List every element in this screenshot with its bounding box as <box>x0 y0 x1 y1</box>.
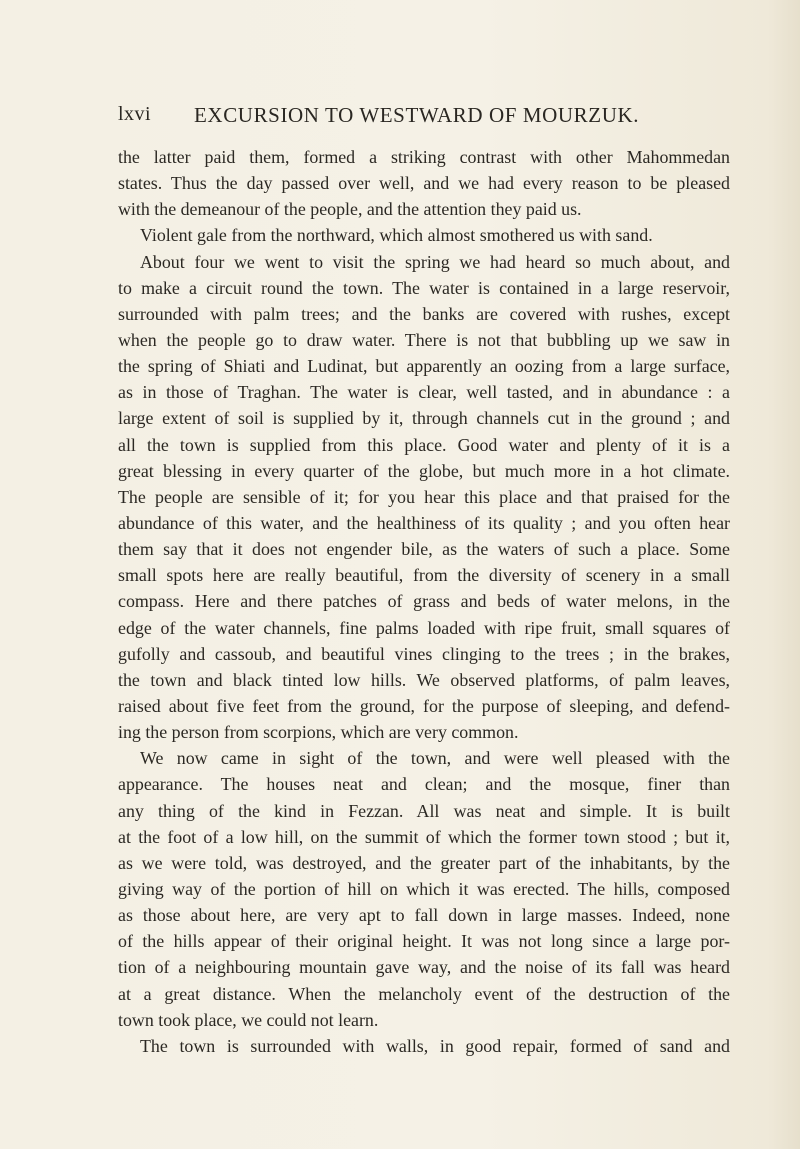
text-line: surrounded with palm trees; and the banks are covered with rushes, except <box>118 303 730 324</box>
text-line: compass. Here and there patches of grass and beds of water melons, in the <box>118 591 730 612</box>
text-line: edge of the water channels, fine palms loaded with ripe fruit, small squares of <box>118 617 730 638</box>
text-line: when the people go to draw water. There is not that bubbling up we saw in <box>118 329 730 350</box>
text-line: as in those of Traghan. The water is clear, well tasted, and in abundance : a <box>118 382 730 403</box>
text-line: all the town is supplied from this place. Good water and plenty of it is a <box>118 434 730 455</box>
page-header <box>118 103 730 133</box>
text-line: ing the person from scorpions, which are very common. <box>118 722 519 743</box>
text-line: states. Thus the day passed over well, and we had every reason to be pleased <box>118 173 730 194</box>
text-line: tion of a neighbouring mountain gave way, and the noise of its fall was heard <box>118 957 730 978</box>
text-line: gufolly and cassoub, and beautiful vines clinging to the trees ; in the brakes, <box>118 643 730 664</box>
text-line: them say that it does not engender bile, as the waters of such a place. Some <box>118 539 730 560</box>
text-line: to make a circuit round the town. The water is contained in a large reservoir, <box>118 277 730 298</box>
text-line: The people are sensible of it; for you hear this place and that praised for the <box>118 486 730 507</box>
text-line: small spots here are really beautiful, from the diversity of scenery in a small <box>118 565 730 586</box>
text-line: of the hills appear of their original height. It was not long since a large por- <box>118 931 730 952</box>
text-line: Violent gale from the northward, which almost smothered us with sand. <box>140 225 653 246</box>
text-line: giving way of the portion of hill on which it was erected. The hills, composed <box>118 878 730 899</box>
text-line: raised about five feet from the ground, for the purpose of sleeping, and defend- <box>118 695 730 716</box>
text-line: large extent of soil is supplied by it, through channels cut in the ground ; and <box>118 408 730 429</box>
body-text <box>118 144 730 1059</box>
text-line: the latter paid them, formed a striking contrast with other Mahommedan <box>118 147 730 167</box>
text-line: abundance of this water, and the healthiness of its quality ; and you often hear <box>118 512 730 533</box>
running-title: EXCURSION TO WESTWARD OF MOURZUK. <box>194 103 640 127</box>
text-line: as we were told, was destroyed, and the greater part of the inhabitants, by the <box>118 852 730 873</box>
page-number: lxvi <box>118 103 152 125</box>
text-line: as those about here, are very apt to fall down in large masses. Indeed, none <box>118 905 730 926</box>
text-line: appearance. The houses neat and clean; and the mosque, finer than <box>118 774 730 795</box>
text-line: About four we went to visit the spring we had heard so much about, and <box>140 251 730 272</box>
text-line: at the foot of a low hill, on the summit of which the former town stood ; but it, <box>118 826 730 847</box>
text-line: town took place, we could not learn. <box>118 1009 379 1030</box>
text-line: great blessing in every quarter of the globe, but much more in a hot climate. <box>118 460 730 481</box>
text-line: at a great distance. When the melancholy event of the destruction of the <box>118 983 730 1004</box>
text-line: with the demeanour of the people, and the attention they paid us. <box>118 199 582 220</box>
text-line: The town is surrounded with walls, in good repair, formed of sand and <box>140 1035 730 1056</box>
text-line: the town and black tinted low hills. We observed platforms, of palm leaves, <box>118 669 730 690</box>
text-line: the spring of Shiati and Ludinat, but apparently an oozing from a large surface, <box>118 356 730 377</box>
text-line: any thing of the kind in Fezzan. All was neat and simple. It is built <box>118 800 730 821</box>
text-line: We now came in sight of the town, and were well pleased with the <box>140 748 730 769</box>
